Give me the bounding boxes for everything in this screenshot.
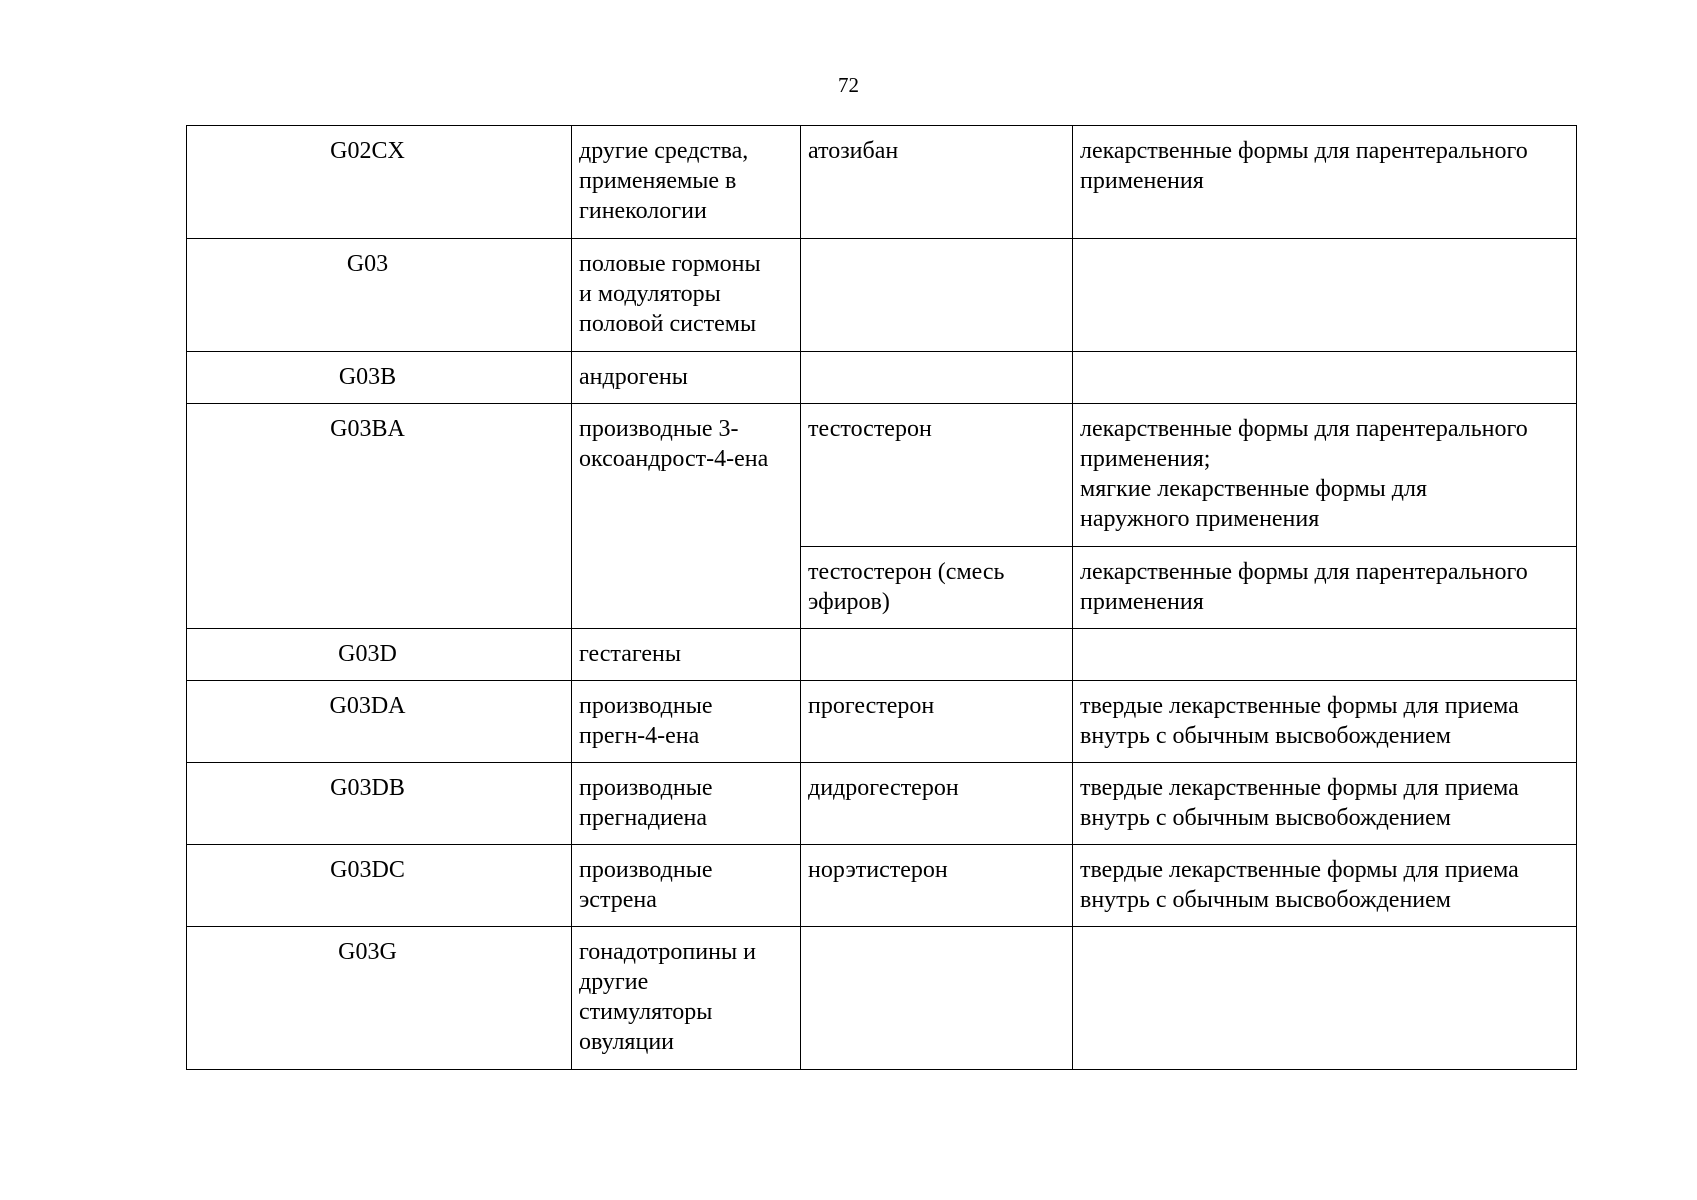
dosage-forms-cell: лекарственные формы для парентерального применения (1073, 547, 1577, 629)
substance-cell: прогестерон (801, 681, 1073, 763)
substance-cell: норэтистерон (801, 845, 1073, 927)
substance-cell: тестостерон (801, 404, 1073, 547)
dosage-forms-cell (1073, 927, 1577, 1070)
table-row (187, 845, 1577, 927)
atc-code-cell: G03B (187, 352, 572, 404)
group-name-cell: андрогены (572, 352, 801, 404)
substance-cell: атозибан (801, 126, 1073, 239)
atc-code-cell: G03D (187, 629, 572, 681)
dosage-forms-cell (1073, 629, 1577, 681)
atc-code-cell: G02CX (187, 126, 572, 239)
table-row (187, 763, 1577, 845)
table-row (187, 681, 1577, 763)
dosage-forms-cell: твердые лекарственные формы для приема внутрь с обычным высвобождением (1073, 845, 1577, 927)
page-number: 72 (838, 73, 859, 97)
substance-cell (801, 927, 1073, 1070)
atc-code-cell: G03 (187, 239, 572, 352)
group-name-cell: производные прегн-4-ена (572, 681, 801, 763)
substance-cell (801, 629, 1073, 681)
table-row (187, 404, 1577, 547)
substance-cell: дидрогестерон (801, 763, 1073, 845)
group-name-cell: производные прегнадиена (572, 763, 801, 845)
table-row (187, 629, 1577, 681)
table-row (187, 126, 1577, 239)
dosage-forms-cell: лекарственные формы для парентерального применения (1073, 126, 1577, 239)
dosage-forms-cell: лекарственные формы для парентерального применения; мягкие лекарственные формы для наружного применения (1073, 404, 1577, 547)
atc-code-cell: G03DB (187, 763, 572, 845)
group-name-cell: гонадотропины и другие стимуляторы овуляции (572, 927, 801, 1070)
group-name-cell: производные эстрена (572, 845, 801, 927)
table-row (187, 239, 1577, 352)
substance-cell (801, 352, 1073, 404)
substance-cell (801, 239, 1073, 352)
dosage-forms-cell: твердые лекарственные формы для приема внутрь с обычным высвобождением (1073, 681, 1577, 763)
group-name-cell: гестагены (572, 629, 801, 681)
atc-code-cell: G03BA (187, 404, 572, 629)
dosage-forms-cell (1073, 239, 1577, 352)
atc-code-cell: G03G (187, 927, 572, 1070)
dosage-forms-cell (1073, 352, 1577, 404)
atc-code-cell: G03DC (187, 845, 572, 927)
group-name-cell: производные 3- оксоандрост-4-ена (572, 404, 801, 629)
atc-code-cell: G03DA (187, 681, 572, 763)
dosage-forms-cell: твердые лекарственные формы для приема внутрь с обычным высвобождением (1073, 763, 1577, 845)
table-row (187, 927, 1577, 1070)
table-row (187, 352, 1577, 404)
substance-cell: тестостерон (смесь эфиров) (801, 547, 1073, 629)
group-name-cell: другие средства, применяемые в гинекологии (572, 126, 801, 239)
group-name-cell: половые гормоны и модуляторы половой системы (572, 239, 801, 352)
drug-classification-table (186, 125, 1577, 1070)
